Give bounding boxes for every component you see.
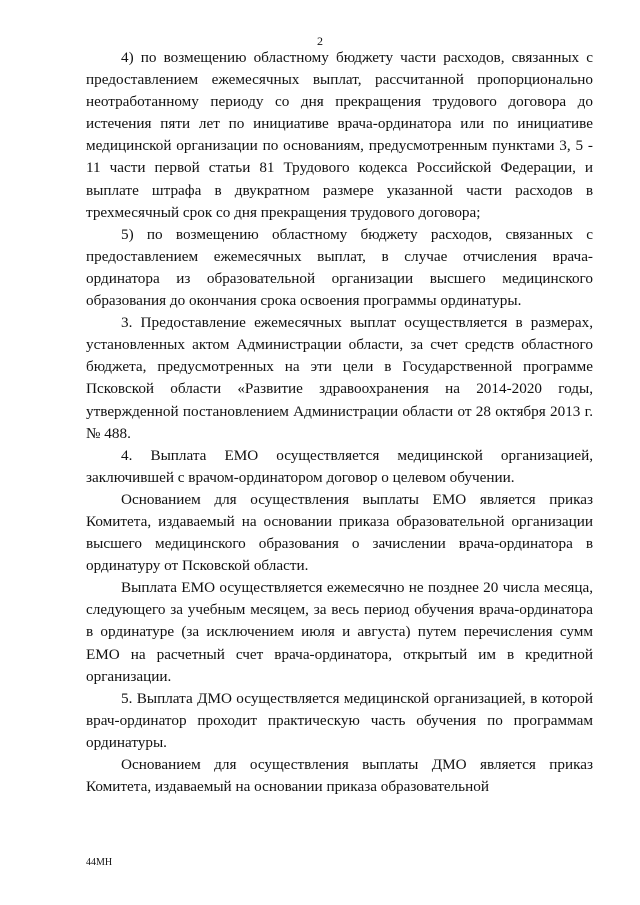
document-code: 44МН bbox=[86, 857, 113, 868]
paragraph-emo-payment: Выплата ЕМО осуществляется ежемесячно не позднее 20 числа месяца, следующего за учебным месяцем, за весь период обучения врача-ординатора в ординатуре (за исключением июля и августа) путем перечисления сумм ЕМО на расчетный счет врача-ординатора, открытый им в кредитной организации. bbox=[86, 579, 593, 685]
paragraph-emo-basis: Основанием для осуществления выплаты ЕМО является приказ Комитета, издаваемый на основании приказа образовательной организации высшего медицинского образования о зачислении врача-ординатора в ординатуру от Псковской области. bbox=[86, 490, 593, 575]
paragraph-clause-3: 3. Предоставление ежемесячных выплат осуществляется в размерах, установленных актом Администрации области, за счет средств областного бюджета, предусмотренных на эти цели в Государственной программе Псковской области «Развитие здравоохранения на 2014-2020 годы, утвержденной постановлением Администрации области от 28 октября 2013 г. № 488. bbox=[86, 314, 593, 442]
paragraph-clause-4: 4. Выплата ЕМО осуществляется медицинской организацией, заключившей с врачом-ординатором договор о целевом обучении. bbox=[86, 446, 593, 486]
paragraph-clause-5: 5. Выплата ДМО осуществляется медицинской организацией, в которой врач-ординатор проходит практическую часть обучения по программам ординатуры. bbox=[86, 689, 593, 751]
paragraph-item-5-refund: 5) по возмещению областному бюджету расходов, связанных с предоставлением ежемесячных выплат, в случае отчисления врача-ординатора из образовательной организации высшего медицинского образования до окончания срока освоения программы ординатуры. bbox=[86, 225, 593, 310]
paragraph-dmo-basis: Основанием для осуществления выплаты ДМО является приказ Комитета, издаваемый на основании приказа образовательной bbox=[86, 756, 593, 796]
document-body bbox=[86, 47, 593, 798]
page-number: 2 bbox=[317, 34, 323, 48]
paragraph-item-4-refund: 4) по возмещению областному бюджету части расходов, связанных с предоставлением ежемесячных выплат, рассчитанной пропорционально неотработанному периоду со дня прекращения трудового договора до истечения пяти лет по инициативе врача-ординатора или по инициативе медицинской организации по основаниям, предусмотренным пунктами 3, 5 - 11 части первой статьи 81 Трудового кодекса Российской Федерации, и выплате штрафа в двукратном размере указанной части расходов в трехмесячный срок со дня прекращения трудового договора; bbox=[86, 49, 593, 221]
